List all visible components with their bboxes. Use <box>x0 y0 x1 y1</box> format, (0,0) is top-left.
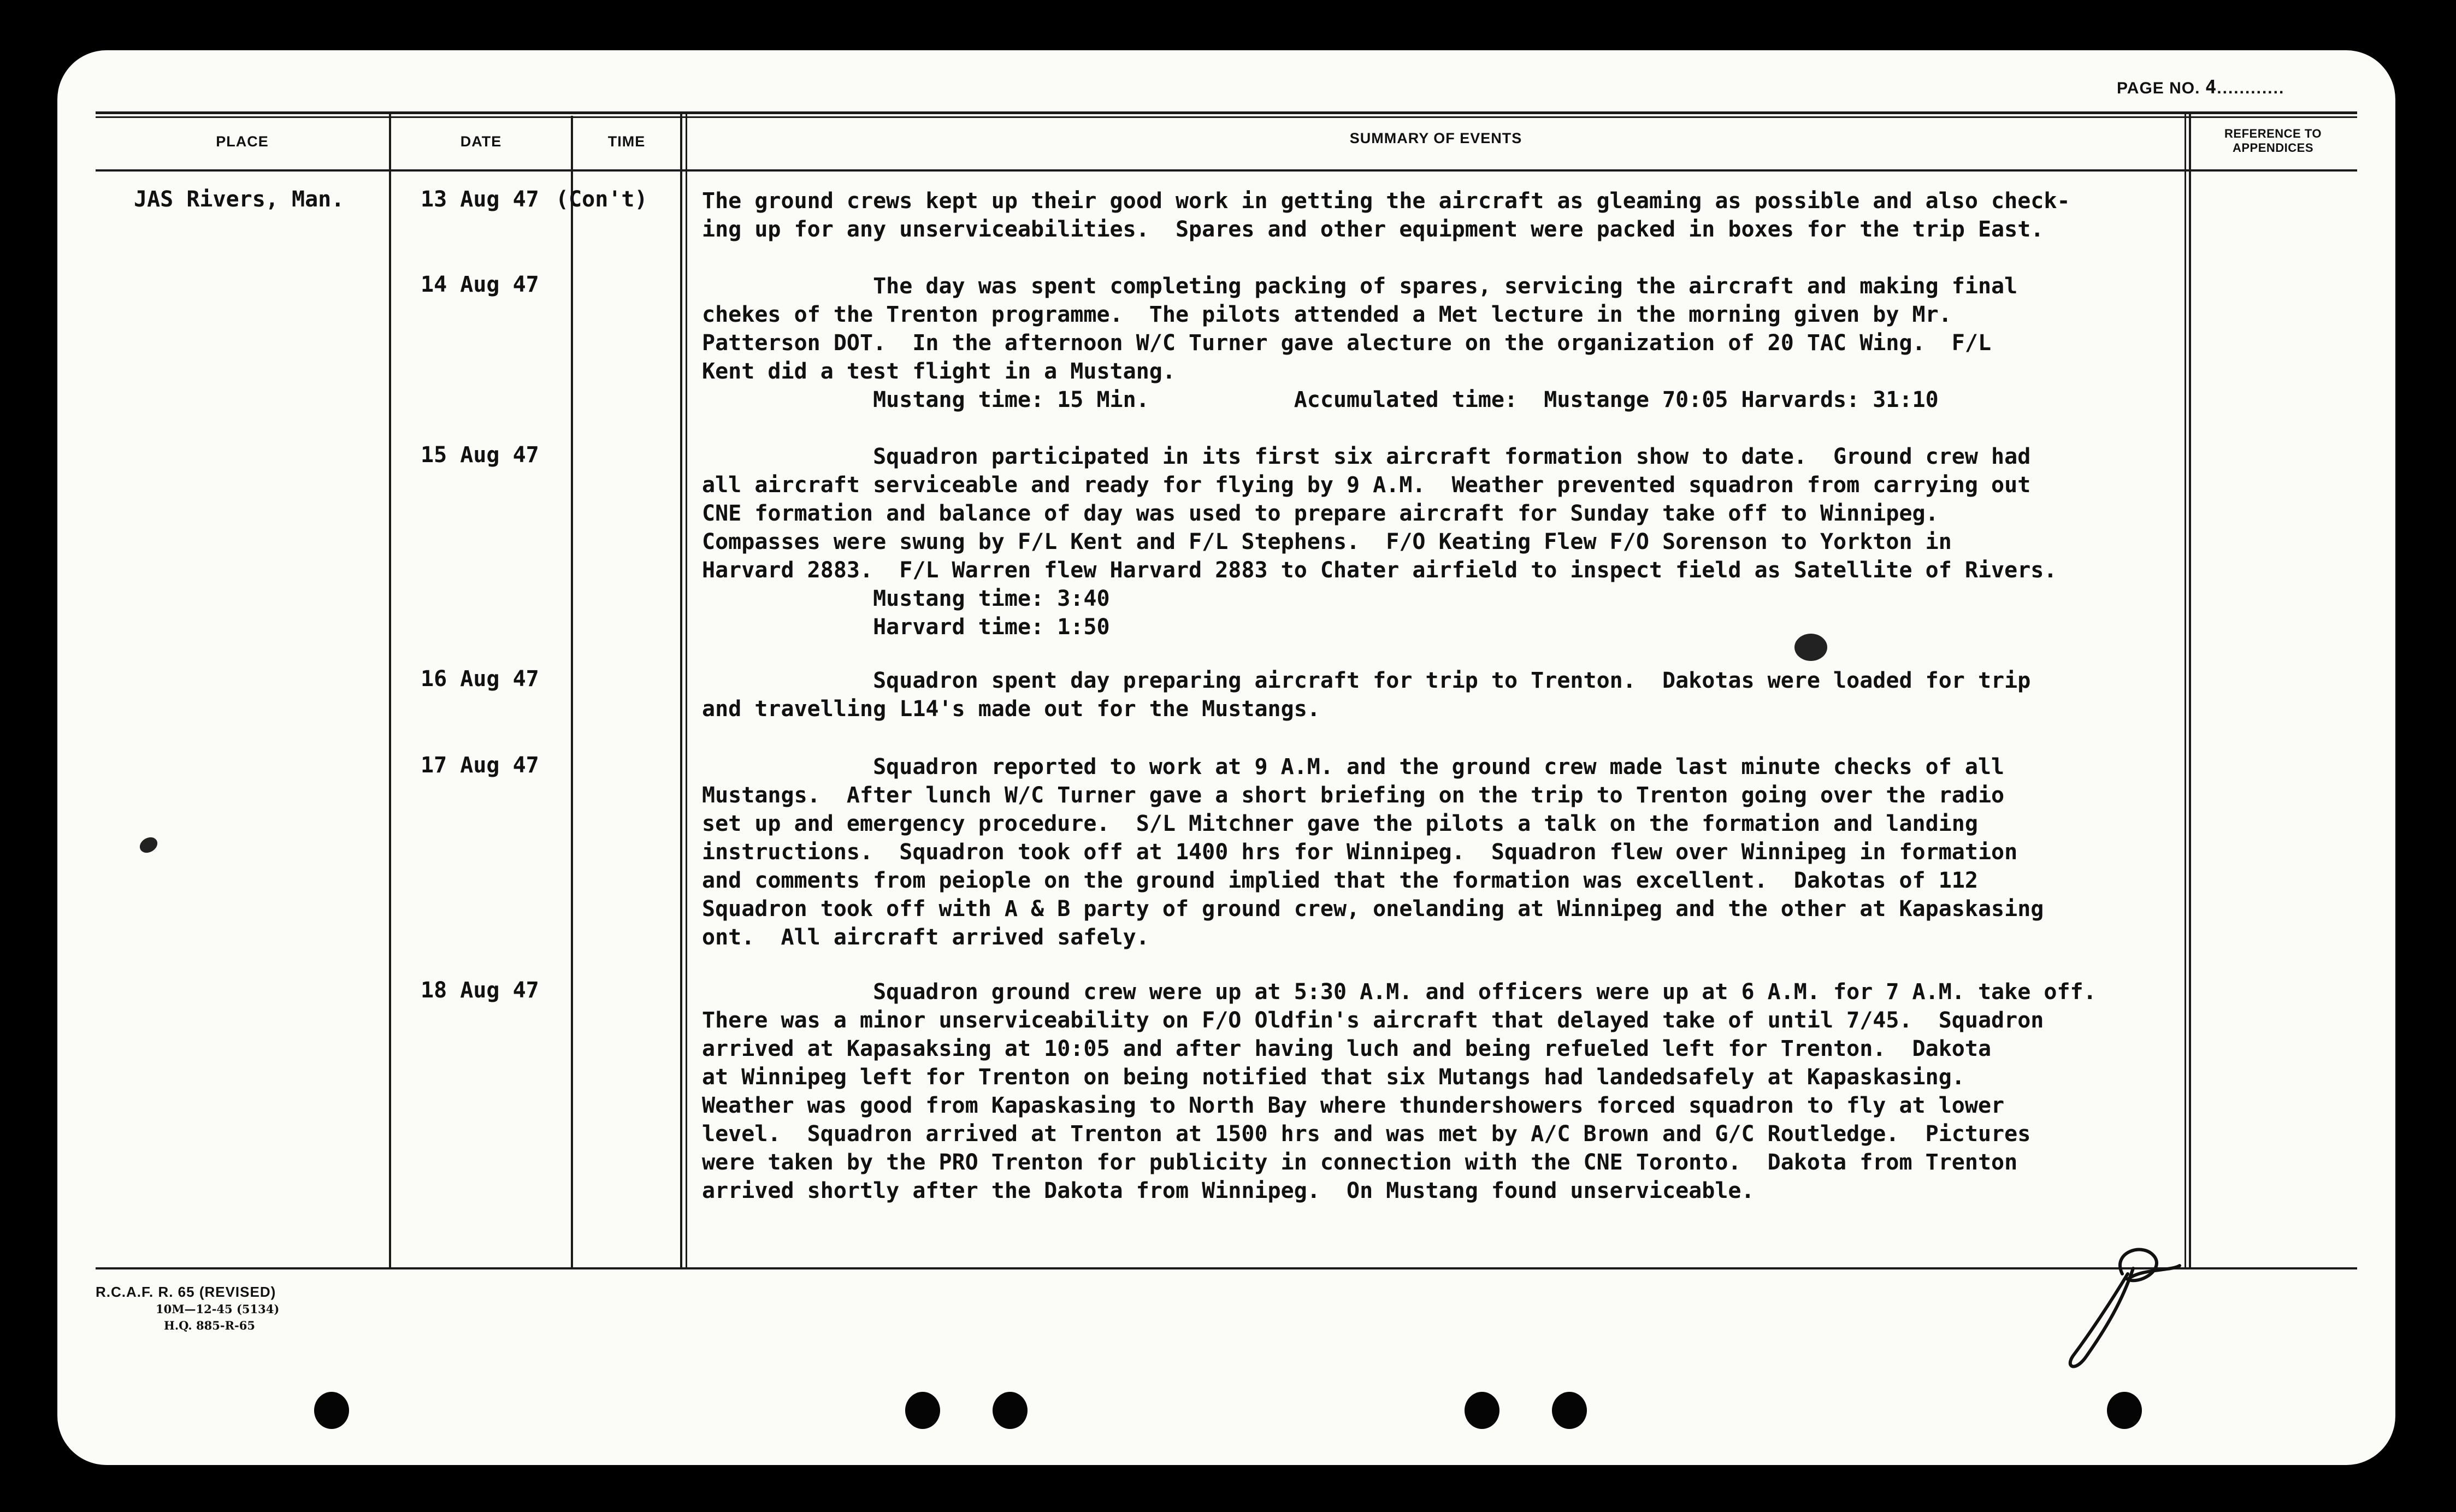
divider-date-time <box>571 116 573 1267</box>
column-header-reference <box>2191 127 2355 155</box>
date-entry-4: 16 Aug 47 <box>421 666 539 692</box>
summary-line: CNE formation and balance of day was used to prepare aircraft for Sunday take off to Winnipeg. <box>702 501 1939 526</box>
header-top-rule-2 <box>96 116 2357 118</box>
summary-entry-1 <box>702 187 2242 244</box>
summary-entry-4 <box>702 666 2242 723</box>
column-header-summary: SUMMARY OF EVENTS <box>1349 130 1522 146</box>
header-bottom-rule <box>96 169 2357 172</box>
place-value: JAS Rivers, Man. <box>134 187 345 212</box>
summary-line: chekes of the Trenton programme. The pilots attended a Met lecture in the morning given by Mr. <box>702 302 1952 327</box>
binder-hole <box>1552 1392 1587 1429</box>
date-entry-2: 14 Aug 47 <box>421 272 539 297</box>
header-top-rule <box>96 111 2357 114</box>
column-header-place: PLACE <box>216 133 269 150</box>
divider-time-summary-2 <box>686 111 687 1269</box>
summary-line: Patterson DOT. In the afternoon W/C Turner gave alecture on the organization of 20 TAC Wing. F/L <box>702 330 1992 356</box>
summary-entry-2 <box>702 272 2242 414</box>
summary-line: Compasses were swung by F/L Kent and F/L Stephens. F/O Keating Flew F/O Sorenson to Yorkton in <box>702 529 1952 554</box>
page-number-dots: ............ <box>2217 79 2285 97</box>
summary-line: Mustangs. After lunch W/C Turner gave a short briefing on the trip to Trenton going over the radio <box>702 783 2005 808</box>
summary-entry-5 <box>702 753 2242 952</box>
summary-line: ing up for any unserviceabilities. Spares and other equipment were packed in boxes for the trip East. <box>702 217 2044 242</box>
date-entry-1: 13 Aug 47 <box>421 187 539 212</box>
summary-line: Squadron spent day preparing aircraft for trip to Trenton. Dakotas were loaded for trip <box>702 668 2031 693</box>
summary-line: were taken by the PRO Trenton for publicity in connection with the CNE Toronto. Dakota from Trenton <box>702 1150 2018 1175</box>
summary-line: all aircraft serviceable and ready for flying by 9 A.M. Weather prevented squadron from carrying out <box>702 472 2031 498</box>
summary-line: Squadron participated in its first six aircraft formation show to date. Ground crew had <box>702 444 2031 469</box>
summary-line: There was a minor unserviceability on F/O Oldfin's aircraft that delayed take of until 7/45. Squadron <box>702 1008 2044 1033</box>
binder-hole <box>1465 1392 1499 1429</box>
summary-line: ont. All aircraft arrived safely. <box>702 925 1149 950</box>
summary-line: arrived at Kapasaksing at 10:05 and after having luch and being refueled left for Trenton. Dakota <box>702 1036 1992 1061</box>
binder-hole <box>993 1392 1028 1429</box>
summary-line: Harvard 2883. F/L Warren flew Harvard 2883 to Chater airfield to inspect field as Satellite of Rivers. <box>702 558 2057 583</box>
footer-rule <box>96 1267 2357 1269</box>
divider-time-summary <box>680 111 682 1269</box>
ink-smudge <box>1794 634 1827 661</box>
column-header-time: TIME <box>607 133 646 150</box>
signature-mark <box>2046 1208 2188 1394</box>
date-entry-5: 17 Aug 47 <box>421 753 539 778</box>
summary-line: at Winnipeg left for Trenton on being notified that six Mutangs had landedsafely at Kapaskasing. <box>702 1065 1965 1090</box>
summary-entry-3 <box>702 442 2242 641</box>
form-code-1: 10M—12-45 (5134) <box>156 1302 280 1316</box>
summary-entry-6 <box>702 978 2242 1205</box>
summary-line: Harvard time: 1:50 <box>702 615 1110 640</box>
date-entry-3: 15 Aug 47 <box>421 442 539 468</box>
summary-line: Kent did a test flight in a Mustang. <box>702 359 1176 384</box>
column-header-date: DATE <box>460 133 502 150</box>
summary-line: Mustang time: 15 Min. Accumulated time: Mustange 70:05 Harvards: 31:10 <box>702 387 1939 412</box>
ink-smudge <box>137 834 160 856</box>
summary-line: instructions. Squadron took off at 1400 hrs for Winnipeg. Squadron flew over Winnipeg in formation <box>702 840 2018 865</box>
summary-line: and comments from peiople on the ground implied that the formation was excellent. Dakotas of 112 <box>702 868 1978 893</box>
form-designation: R.C.A.F. R. 65 (REVISED) <box>96 1284 276 1300</box>
summary-line: set up and emergency procedure. S/L Mitchner gave the pilots a talk on the formation and landing <box>702 811 1978 836</box>
time-value-entry-1: (Con't) <box>556 187 648 212</box>
page-number-label <box>2117 76 2284 98</box>
summary-line: Squadron reported to work at 9 A.M. and the ground crew made last minute checks of all <box>702 754 2005 779</box>
reference-header-line1: REFERENCE TO <box>2224 127 2322 140</box>
summary-line: Squadron took off with A & B party of ground crew, onelanding at Winnipeg and the other at Kapaskasing <box>702 896 2044 922</box>
summary-line: and travelling L14's made out for the Mustangs. <box>702 696 1320 722</box>
summary-line: level. Squadron arrived at Trenton at 1500 hrs and was met by A/C Brown and G/C Routledge. Pictures <box>702 1121 2031 1147</box>
divider-place-date <box>389 111 391 1269</box>
binder-hole <box>314 1392 349 1429</box>
date-entry-6: 18 Aug 47 <box>421 978 539 1003</box>
summary-line: Weather was good from Kapaskasing to North Bay where thundershowers forced squadron to fly at lower <box>702 1093 2005 1118</box>
summary-line: The day was spent completing packing of spares, servicing the aircraft and making final <box>702 274 2018 299</box>
binder-hole <box>905 1392 940 1429</box>
form-code-2: H.Q. 885-R-65 <box>164 1319 255 1332</box>
summary-line: arrived shortly after the Dakota from Winnipeg. On Mustang found unserviceable. <box>702 1178 1755 1203</box>
binder-hole <box>2107 1392 2142 1429</box>
summary-line: Squadron ground crew were up at 5:30 A.M. and officers were up at 6 A.M. for 7 A.M. take off. <box>702 979 2097 1005</box>
page-number-value: 4 <box>2205 76 2217 98</box>
summary-line: Mustang time: 3:40 <box>702 586 1110 611</box>
reference-header-line2: APPENDICES <box>2232 141 2314 155</box>
page-label-text: PAGE NO. <box>2117 79 2200 97</box>
record-card <box>57 50 2395 1465</box>
summary-line: The ground crews kept up their good work in getting the aircraft as gleaming as possible and also check- <box>702 188 2070 214</box>
